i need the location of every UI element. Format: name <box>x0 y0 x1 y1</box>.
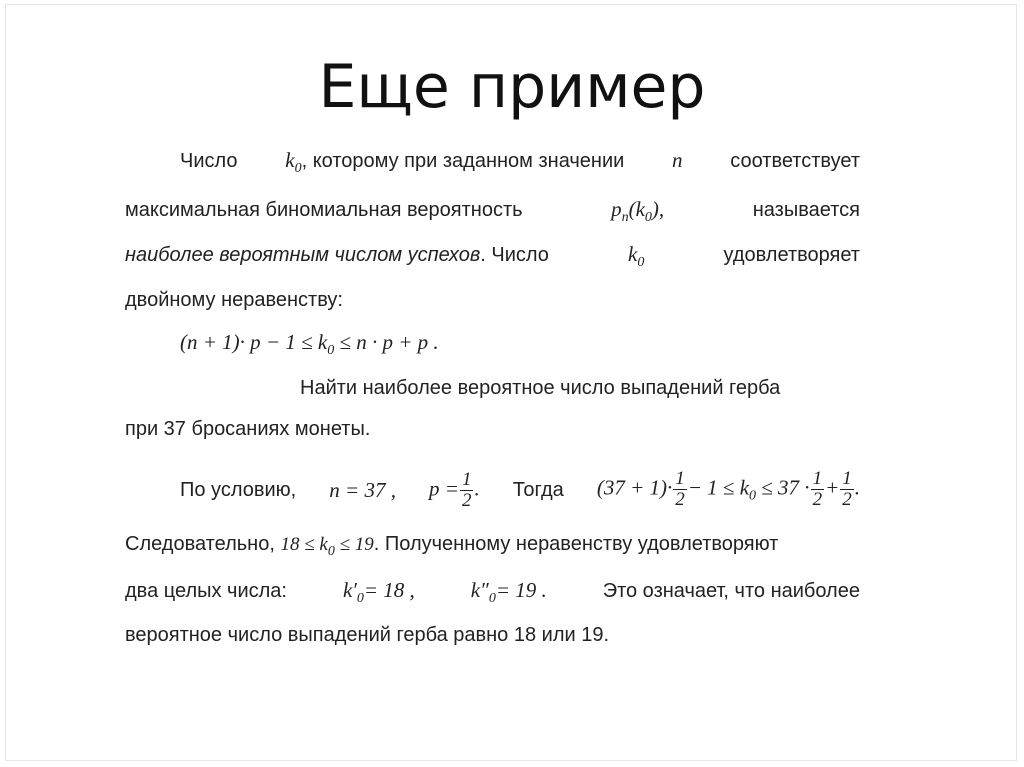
text-span: . Полученному неравенству удовлетворяют <box>373 533 779 555</box>
text-span: удовлетворяет <box>723 244 860 266</box>
text-span: вероятное число выпадений герба равно 18 или 19. <box>125 624 610 646</box>
italic-term: наиболее вероятным числом успехов <box>125 244 481 266</box>
text-line <box>125 415 860 443</box>
text-line <box>180 468 860 512</box>
text-span: называется <box>752 199 860 221</box>
text-span: Найти наиболее вероятное число выпадений герба <box>300 377 781 399</box>
text-line <box>300 374 860 402</box>
text-span: максимальная биномиальная вероятность <box>125 199 523 221</box>
fraction: $\frac{1}{2}$ <box>812 468 823 511</box>
text-span: Это означает, что наиболее <box>602 580 860 602</box>
text-line <box>125 195 860 232</box>
text-line <box>125 621 860 649</box>
fraction: $\frac{1}{2}$ <box>842 468 852 511</box>
text-span: наиболее вероятным числом успехов. Число <box>125 244 549 266</box>
math-inequality: (37 + 1)· $\frac{1}{2}$ − $1 \le k_0 \le 37$ · $\frac{1}{2}$ + $\frac{1}{2}$ . <box>596 468 860 511</box>
math-range: $18 \le k_0 \le 19$ <box>280 534 374 559</box>
text-span: Число <box>180 150 238 172</box>
text-span: Тогда <box>512 479 564 501</box>
text-span: Следовательно, <box>125 533 275 555</box>
text-line <box>125 576 860 613</box>
text-line <box>180 146 860 183</box>
formula-line <box>180 328 500 365</box>
slide-title: Еще пример <box>318 52 706 122</box>
math-k0-double-prime: $k''_0= 19$ . <box>470 578 547 607</box>
text-line <box>125 530 860 566</box>
text-span: двойному неравенству: <box>125 289 343 311</box>
math-k0: $k_0$, которому при заданном значении <box>285 148 625 177</box>
text-line <box>125 240 860 277</box>
math-n-eq: n = 37 , <box>329 478 396 502</box>
math-p-eq: p = $\frac{1}{2}$ . <box>429 468 480 511</box>
math-pn-k0: $p_n(k_0)$, <box>611 197 665 226</box>
formula: $(n + 1)\cdot p - 1 \le k_0 \le n \cdot p + p$ . <box>180 330 439 359</box>
math-k0-prime: $k'_0= 18$ , <box>342 578 415 607</box>
text-line <box>125 286 860 314</box>
text-span: , которому при заданном значении <box>301 150 625 172</box>
text-span: По условию, <box>180 479 297 501</box>
fraction: $\frac{1}{2}$ <box>461 468 472 511</box>
math-k0: $k_0$ <box>628 242 645 271</box>
text-span: при 37 бросаниях монеты. <box>125 418 371 440</box>
text-span: два целых числа: <box>125 580 287 602</box>
text-span: соответствует <box>730 150 860 172</box>
fraction: $\frac{1}{2}$ <box>675 468 685 511</box>
math-n: n <box>672 148 683 172</box>
